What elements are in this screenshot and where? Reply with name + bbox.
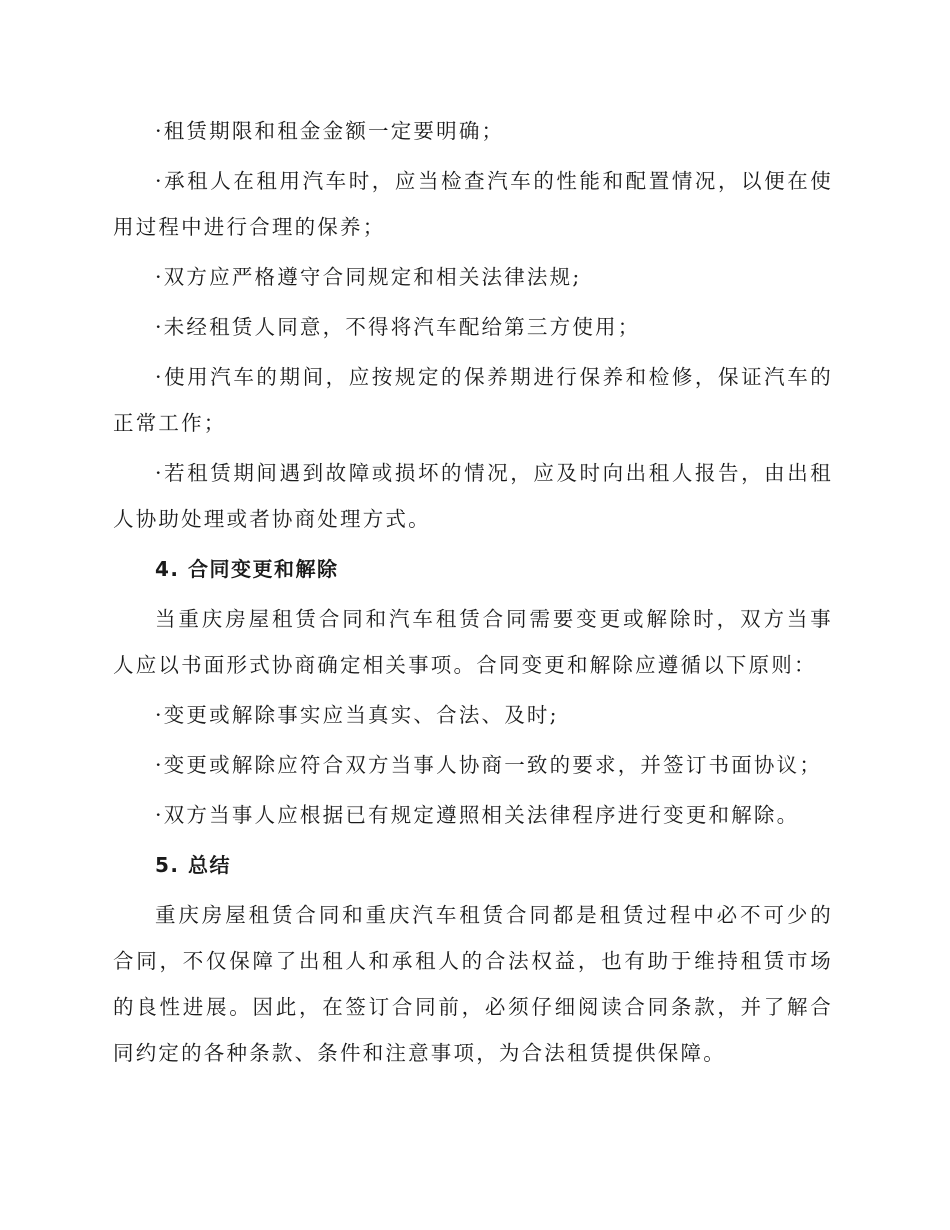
bullet-paragraph: ·变更或解除事实应当真实、合法、及时; [155, 703, 559, 727]
bullet-paragraph: ·若租赁期间遇到故障或损坏的情况，应及时向出租人报告，由出租人协助处理或者协商处理方式。 [113, 461, 833, 531]
section-heading: 5. 总结 [155, 853, 231, 877]
section-intro-paragraph: 当重庆房屋租赁合同和汽车租赁合同需要变更或解除时，双方当事人应以书面形式协商确定相关事项。合同变更和解除应遵循以下原则： [113, 607, 833, 677]
summary-paragraph: 重庆房屋租赁合同和重庆汽车租赁合同都是租赁过程中必不可少的合同，不仅保障了出租人和承租人的合法权益，也有助于维持租赁市场的良性进展。因此，在签订合同前，必须仔细阅读合同条款，并了解合同约定的各种条款、条件和注意事项，为合法租赁提供保障。 [113, 903, 833, 1065]
document-body [113, 108, 833, 1076]
bullet-paragraph: ·变更或解除应符合双方当事人协商一致的要求，并签订书面协议； [155, 753, 823, 777]
bullet-paragraph: ·双方当事人应根据已有规定遵照相关法律程序进行变更和解除。 [155, 803, 800, 827]
bullet-paragraph: ·租赁期限和租金金额一定要明确； [155, 119, 505, 143]
bullet-paragraph: ·双方应严格遵守合同规定和相关法律法规; [155, 265, 582, 289]
section-heading: 4. 合同变更和解除 [155, 557, 339, 581]
bullet-paragraph: ·承租人在租用汽车时，应当检查汽车的性能和配置情况，以便在使用过程中进行合理的保养； [113, 169, 833, 239]
bullet-paragraph: ·使用汽车的期间，应按规定的保养期进行保养和检修，保证汽车的正常工作； [113, 365, 833, 435]
bullet-paragraph: ·未经租赁人同意，不得将汽车配给第三方使用； [155, 315, 641, 339]
